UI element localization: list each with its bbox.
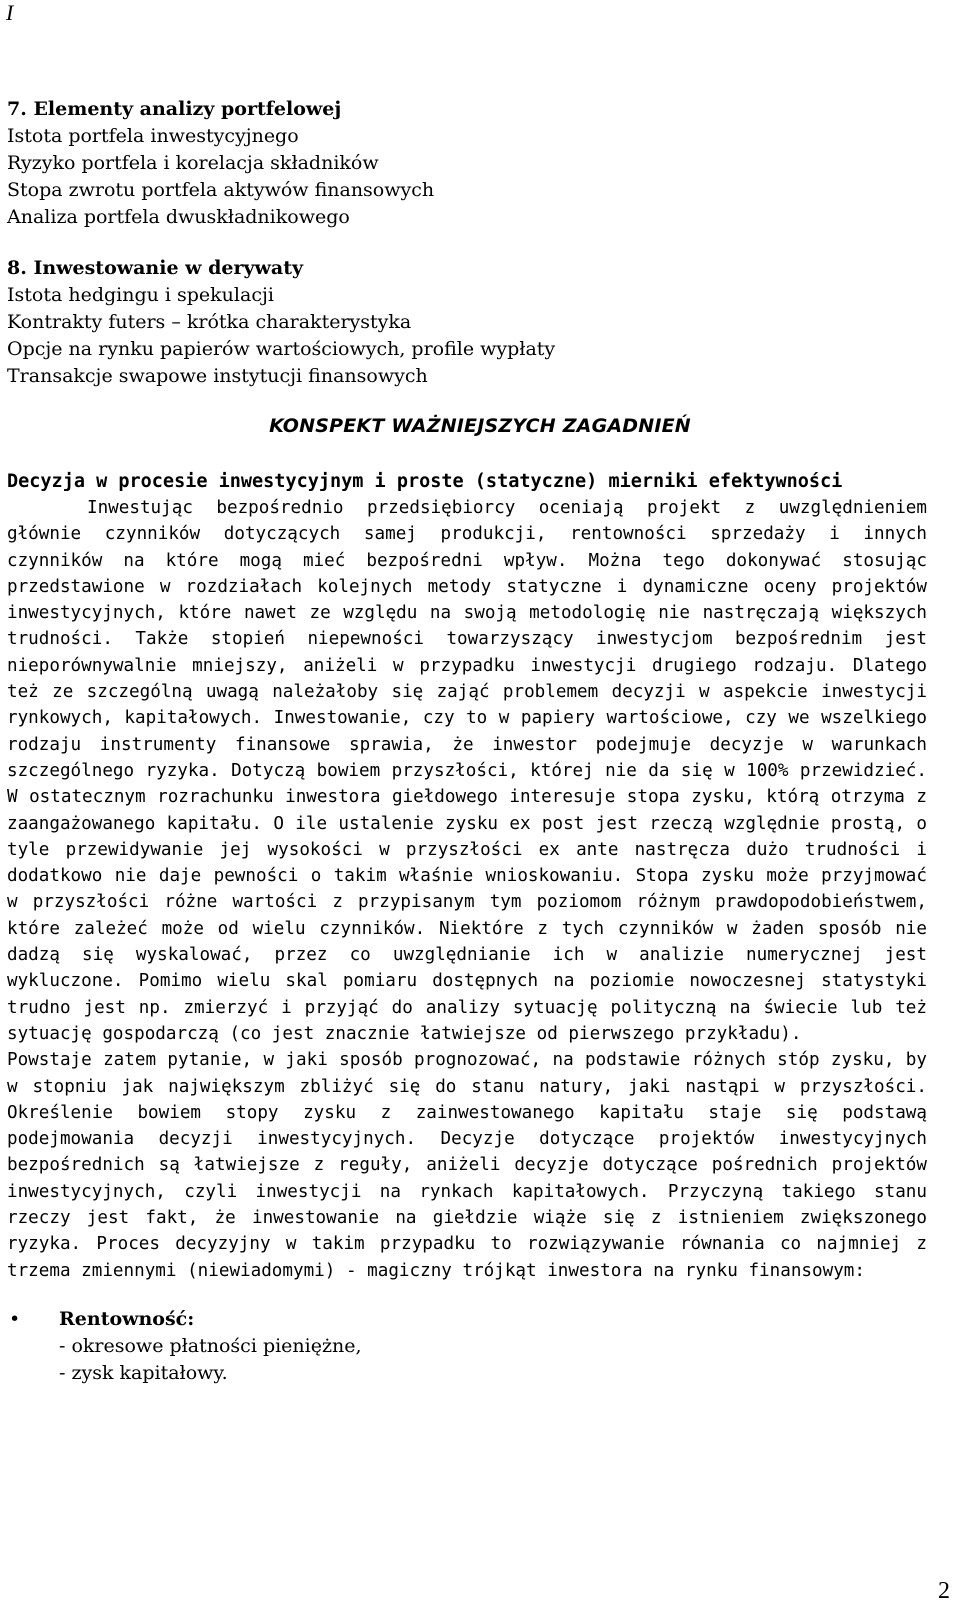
- outline-section: [7, 96, 937, 231]
- section-item: Stopa zwrotu portfela aktywów finansowych: [7, 179, 435, 201]
- section-item: Analiza portfela dwuskładnikowego: [7, 206, 350, 228]
- paragraph: Inwestując bezpośrednio przedsiębiorcy oceniają projekt z uwzględnieniem głównie czynników dotyczących samej produkcji, rentowności sprzedaży i innych czynników na które mogą mieć bezpośredni wpływ. Można tego dokonywać stosując przedstawione w rozdziałach kolejnych metody statyczne i dynamiczne oceny projektów inwestycyjnych, które nawet ze względu na swoją metodologię nie nastręczają większych trudności. Także stopień niepewności towarzyszący inwestycjom bezpośrednim jest nieporównywalnie mniejszy, aniżeli w przypadku inwestycji drugiego rodzaju. Dlatego też ze szczególną uwagą należałoby się zająć problemem decyzji w aspekcie inwestycji rynkowych, kapitałowych. Inwestowanie, czy to w papiery wartościowe, czy we wszelkiego rodzaju instrumenty finansowe sprawia, że inwestor podejmuje decyzje w warunkach szczególnego ryzyka. Dotyczą bowiem przyszłości, której nie da się w 100% przewidzieć. W ostatecznym rozrachunku inwestora giełdowego interesuje stopa zysku, którą otrzyma z zaangażowanego kapitału. O ile ustalenie zysku ex post jest rzeczą względnie prostą, o tyle przewidywanie jej wysokości w przyszłości ex ante nastręcza dużo trudności i dodatkowo nie daje pewności o takim właśnie wnioskowaniu. Stopa zysku może przyjmować w przyszłości różne wartości z przypisanym tym poziomom różnym prawdopodobieństwem, które zależeć może od wielu czynników. Niektóre z tych czynników w żaden sposób nie dadzą się wyskalować, przez co uwzględnianie ich w analizie numerycznej jest wykluczone. Pomimo wielu skal pomiaru dostępnych na poziomie nowoczesnej statystyki trudno jest np. zmierzyć i przyjąć do analizy sytuację polityczną na świecie lub też sytuację gospodarczą (co jest znacznie łatwiejsze od pierwszego przykładu).: [7, 498, 927, 1044]
- section-item: Istota hedgingu i spekulacji: [7, 284, 274, 306]
- konspekt-title: KONSPEKT WAŻNIEJSZYCH ZAGADNIEŃ: [269, 415, 691, 437]
- section-item: Kontrakty futers – krótka charakterystyka: [7, 311, 412, 333]
- chapter-outline: [7, 96, 937, 414]
- sub-item: - okresowe płatności pieniężne,: [59, 1334, 362, 1357]
- body-text: [7, 468, 927, 1387]
- section-item: Istota portfela inwestycyjnego: [7, 125, 299, 147]
- section-item: Transakcje swapowe instytucji finansowych: [7, 365, 428, 387]
- corner-mark: I: [6, 0, 14, 25]
- section-heading: Decyzja w procesie inwestycyjnym i proste (statyczne) mierniki efektywności: [7, 471, 843, 492]
- section-item: Ryzyko portfela i korelacja składników: [7, 152, 379, 174]
- bullet-list: [7, 1306, 927, 1387]
- bullet-title: Rentowność:: [59, 1307, 195, 1330]
- section-title: 7. Elementy analizy portfelowej: [7, 98, 342, 120]
- section-item: Opcje na rynku papierów wartościowych, profile wypłaty: [7, 338, 556, 360]
- section-title: 8. Inwestowanie w derywaty: [7, 257, 304, 279]
- paragraph: Powstaje zatem pytanie, w jaki sposób prognozować, na podstawie różnych stóp zysku, by w stopniu jak największym zbliżyć się do stanu natury, jaki nastąpi w przyszłości. Określenie bowiem stopy zysku z zainwestowanego kapitału staje się podstawą podejmowania decyzji inwestycyjnych. Decyzje dotyczące projektów inwestycyjnych bezpośrednich są łatwiejsze z reguły, aniżeli decyzje dotyczące pośrednich projektów inwestycyjnych, czyli inwestycji na rynkach kapitałowych. Przyczyną takiego stanu rzeczy jest fakt, że inwestowanie na giełdzie wiąże się z istnieniem zwiększonego ryzyka. Proces decyzyjny w takim przypadku to rozwiązywanie równania co najmniej z trzema zmiennymi (niewiadomymi) - magiczny trójkąt inwestora na rynku finansowym:: [7, 1050, 927, 1281]
- bullet-item: [7, 1306, 927, 1333]
- outline-section: [7, 255, 937, 390]
- page-number: 2: [938, 1578, 950, 1604]
- bullet-dot-icon: •: [9, 1307, 21, 1330]
- sub-item: - zysk kapitałowy.: [59, 1361, 228, 1384]
